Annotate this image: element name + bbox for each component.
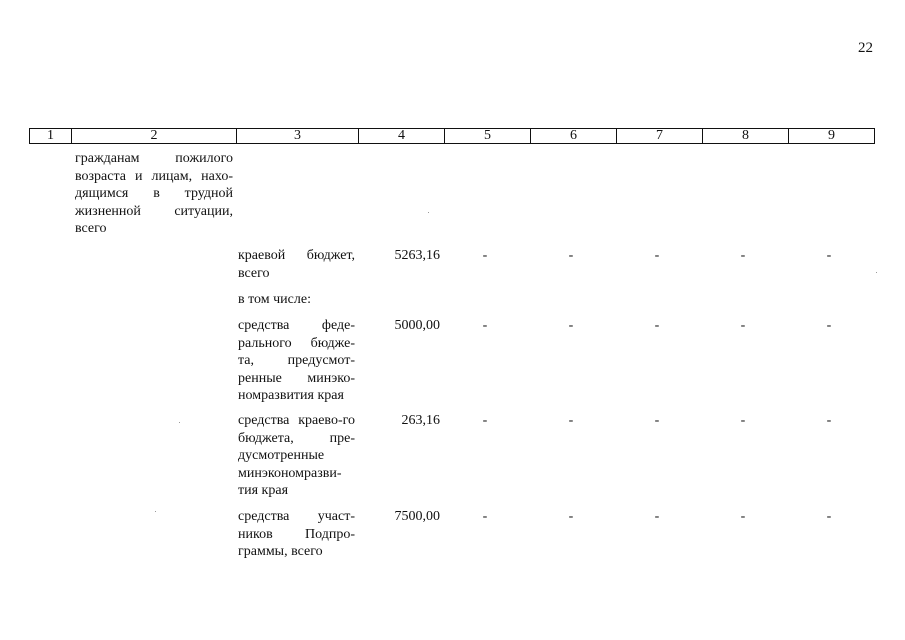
- dash-cell: -: [654, 248, 660, 263]
- dash-cell: -: [654, 509, 660, 524]
- row-value-regional-budget: 5263,16: [394, 248, 440, 263]
- column-header-2: 2: [72, 129, 237, 144]
- row-value-federal-funds: 5000,00: [394, 318, 440, 333]
- dash-cell: -: [826, 509, 832, 524]
- column-header-3: 3: [237, 129, 359, 144]
- row-label-regional-funds: средства краево-го бюджета, пре-дусмотренные минэкономразви-тия края: [238, 413, 355, 498]
- dash-cell: -: [654, 318, 660, 333]
- dash-cell: -: [482, 318, 488, 333]
- dash-cell: -: [826, 318, 832, 333]
- column-header-4: 4: [359, 129, 445, 144]
- row-label-regional-budget: краевой бюджет, всего: [238, 248, 355, 281]
- dash-cell: -: [654, 413, 660, 428]
- column-header-7: 7: [617, 129, 703, 144]
- column-number-header: [29, 128, 875, 144]
- row-label-participants-funds: средства участ-ников Подпро-граммы, всего: [238, 509, 355, 559]
- page-number: 22: [858, 40, 873, 56]
- dash-cell: -: [568, 318, 574, 333]
- scan-speck: [428, 212, 429, 213]
- column-header-6: 6: [531, 129, 617, 144]
- column-header-8: 8: [703, 129, 789, 144]
- row-value-regional-funds: 263,16: [401, 413, 440, 428]
- dash-cell: -: [740, 318, 746, 333]
- dash-cell: -: [826, 413, 832, 428]
- dash-cell: -: [482, 248, 488, 263]
- dash-cell: -: [740, 413, 746, 428]
- column-header-5: 5: [445, 129, 531, 144]
- row-label-including: в том числе:: [238, 292, 311, 307]
- row-value-participants-funds: 7500,00: [394, 509, 440, 524]
- column-header-9: 9: [789, 129, 875, 144]
- dash-cell: -: [568, 509, 574, 524]
- scan-speck: [155, 511, 156, 512]
- column-header-1: 1: [30, 129, 72, 144]
- dash-cell: -: [482, 509, 488, 524]
- dash-cell: -: [568, 248, 574, 263]
- dash-cell: -: [740, 248, 746, 263]
- dash-cell: -: [826, 248, 832, 263]
- dash-cell: -: [740, 509, 746, 524]
- dash-cell: -: [482, 413, 488, 428]
- row-description: гражданам пожилого возраста и лицам, нахо-дящимся в трудной жизненной ситуации, всего: [75, 151, 233, 236]
- dash-cell: -: [568, 413, 574, 428]
- row-label-federal-funds: средства феде-рального бюдже-та, предусмот-ренные минэко-номразвития края: [238, 318, 355, 403]
- scan-speck: [179, 422, 180, 423]
- scan-speck: [876, 272, 877, 273]
